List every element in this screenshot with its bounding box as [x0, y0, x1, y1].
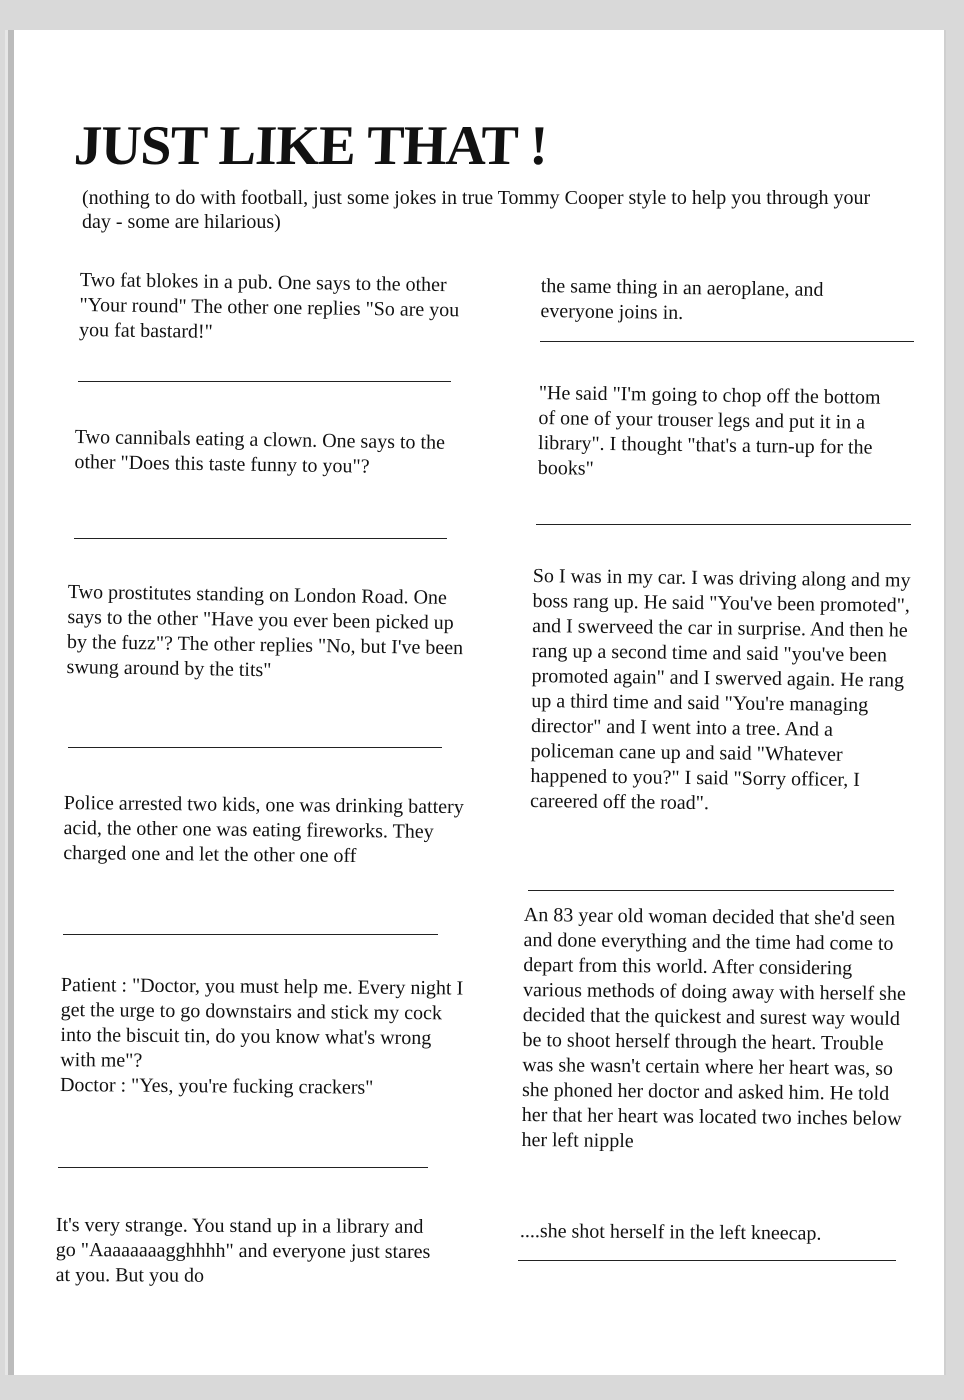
divider: [536, 524, 911, 525]
joke-text: Police arrested two kids, one was drinking battery acid, the other one was eating fireworks. They charged one and let the other one off: [63, 791, 464, 868]
divider: [74, 538, 447, 539]
joke-police: [63, 791, 469, 870]
divider: [78, 381, 451, 382]
joke-text: Two prostitutes standing on London Road. One says to the other "Have you ever been picked up by the fuzz"? The other replies "No, but I've been swung around by the tits": [66, 580, 464, 682]
joke-text: An 83 year old woman decided that she'd seen and done everything and the time had come to depart from this world. After considering various methods of doing away with herself she decided that the quickest and surest way would be to shoot herself through the heart. Trouble was she wasn't certain where her heart was, so she phoned her doctor and asked him. He told her that her heart was located two inches below her left nipple: [521, 903, 906, 1153]
divider: [58, 1167, 428, 1168]
joke-text: It's very strange. You stand up in a library and go "Aaaaaaaagghhhh" and everyone just stares at you. But you do: [55, 1214, 431, 1287]
joke-text: Doctor : "Yes, you're fucking crackers": [59, 1073, 374, 1099]
joke-text: So I was in my car. I was driving along and my boss rang up. He said "You've been promoted", and I swerveed the car in surprise. And then he rang up a second time and said "you've been promoted again" and I swerved again. He rang up a third time and said "You're managing director" and I went into a tree. And a policeman cane up and said "Whatever happened to you?" I said "Sorry officer, I careered off the road".: [529, 564, 911, 815]
joke-cannibals: [74, 425, 475, 481]
joke-text: ....she shot herself in the left kneecap.: [519, 1220, 822, 1245]
divider: [528, 890, 894, 891]
divider: [518, 1260, 896, 1261]
divider: [68, 747, 442, 748]
joke-library: [56, 1213, 446, 1290]
joke-text: Two cannibals eating a clown. One says to the other "Does this taste funny to you"?: [74, 425, 446, 478]
joke-turn-up: [538, 381, 899, 486]
divider: [540, 341, 914, 342]
joke-text: "He said "I'm going to chop off the bottom of one of your trouser legs and put it in a library". I thought "that's a turn-up for the books": [537, 381, 881, 480]
joke-car: [530, 564, 913, 819]
joke-doctor: [60, 973, 466, 1102]
page-title: JUST LIKE THAT !: [72, 115, 549, 177]
joke-punchline: [520, 1219, 900, 1247]
joke-text: Patient : "Doctor, you must help me. Every night I get the urge to go downstairs and stick my cock into the biscuit tin, do you know what's wrong with me"?: [60, 973, 464, 1072]
joke-text: the same thing in an aeroplane, and everyone joins in.: [540, 274, 824, 324]
joke-library-continued: [540, 274, 891, 329]
joke-prostitutes: [66, 580, 473, 686]
joke-fat-blokes: [79, 268, 480, 349]
divider: [63, 934, 438, 935]
joke-text: Two fat blokes in a pub. One says to the other "Your round" The other one replies "So are you you fat bastard!": [78, 268, 460, 343]
page-subtitle: (nothing to do with football, just some jokes in true Tommy Cooper style to help you through your day - some are hilarious): [82, 187, 871, 233]
joke-old-woman: [521, 903, 914, 1157]
